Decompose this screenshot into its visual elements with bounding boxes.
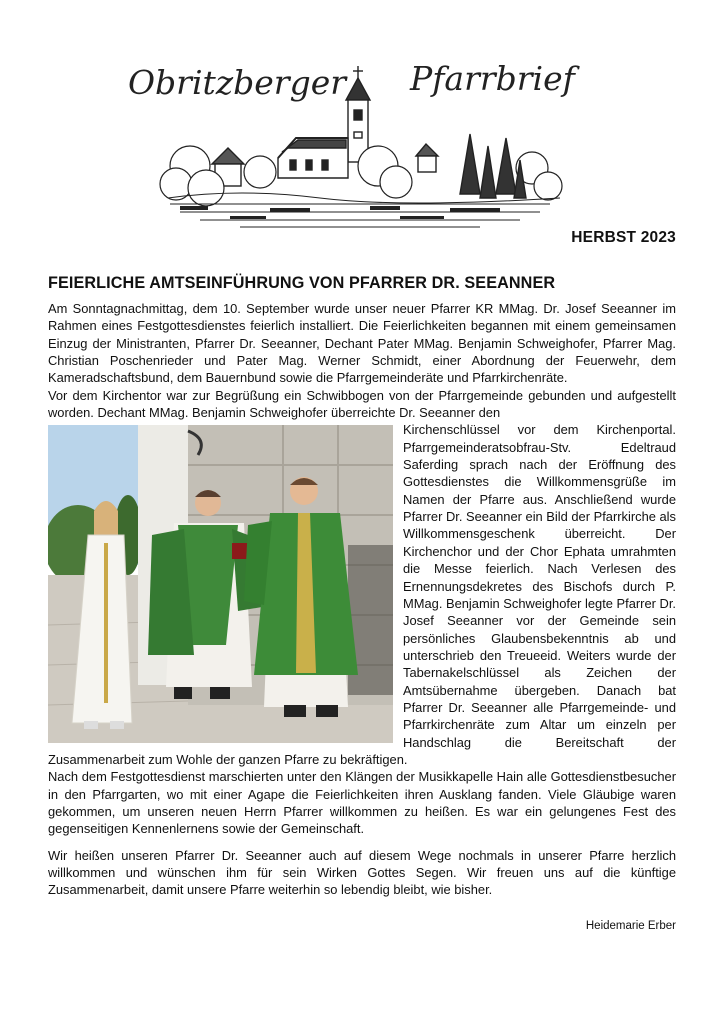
masthead <box>120 48 600 233</box>
article-paragraph-2: Vor dem Kirchentor war zur Begrüßung ein Schwibbogen von der Pfarrgemeinde gebunden und aufgestellt worden. Dechant MMag. Benjamin Schweighofer überreichte Dr. Seeanner den <box>48 387 676 421</box>
article-paragraph-5: Wir heißen unseren Pfarrer Dr. Seeanner auch auf diesem Wege nochmals in unserer Pfarre herzlich willkommen und wünschen ihm für sein Wirken Gottes Segen. Wir freuen uns auf die künftige Zusammenarbeit, damit unsere Pfarre weiterhin so lebendig bleibt, wie bisher. <box>48 847 676 898</box>
article-headline: FEIERLICHE AMTSEINFÜHRUNG VON PFARRER DR. SEEANNER <box>48 274 556 292</box>
installation-photo <box>48 425 393 743</box>
article-paragraph-1: Am Sonntagnachmittag, dem 10. September wurde unser neuer Pfarrer KR MMag. Dr. Josef Seeanner im Rahmen eines Festgottesdienstes feierlich installiert. Die Feierlichkeiten begannen mit einem gemeinsamen Einzug der Ministranten, Pfarrer Dr. Seeanner, Dechant Pater MMag. Benjamin Schweighofer, Pfarrer Mag. Christian Poschenrieder und Pater Mag. Werner Schmidt, einer Abordnung der Feuerwehr, dem Kameradschaftsbund, dem Bauernbund sowie die Pfarrgemeinderäte und Pfarrkirchenräte. <box>48 301 676 386</box>
article-paragraph-3: Kirchenschlüssel vor dem Kirchenportal. Pfarrgemeinderatsobfrau-Stv. Edeltraud Saferding sprach nach der Eröffnung des Gottesdienstes die Willkommensgrüße im Namen der Pfarre aus. Anschließend wurde Pfarrer Dr. Seeanner ein Bild der Pfarrkirche als Willkommensgeschenk überreicht. Der Kirchenchor und der Chor Ephata umrahmten die Messe feierlich. Nach Verlesen des Ernennungsdekretes des Bischofs durch P. MMag. Benjamin Schweighofer legte Pfarrer Dr. Josef Seeanner vor der Gemeinde sein persönliches Glaubensbekenntnis ab und unterschrieb den Treueeid. Weiters wurde der Tabernakelschlüssel als Zeichen der Amtsübernahme übergeben. Danach bat Pfarrer Dr. Seeanner alle Pfarrgemeinde- und Pfarrkirchenräte zum Altar um einzeln per Handschlag die Bereitschaft der Zusammenarbeit zum Wohle der ganzen Pfarre zu bekräftigen. <box>48 422 676 767</box>
article-body <box>48 300 676 899</box>
masthead-title-right: Pfarrbrief <box>410 59 575 98</box>
church-village-illustration <box>120 48 600 233</box>
article-paragraph-4: Nach dem Festgottesdienst marschierten unter den Klängen der Musikkapelle Hain alle Gottesdienstbesucher in den Pfarrgarten, wo mit einer Agape die Feierlichkeiten ihren Ausklang fanden. Viele Gläubige waren gekommen, um unseren neuen Herrn Pfarrer willkommen zu heißen. Es war ein gelungenes Fest des gegenseitigen Kennenlernens sowie der Gemeinschaft. <box>48 769 676 837</box>
masthead-title-left: Obritzberger <box>128 63 347 102</box>
issue-season: HERBST 2023 <box>571 229 676 246</box>
article-author: Heidemarie Erber <box>585 920 676 932</box>
